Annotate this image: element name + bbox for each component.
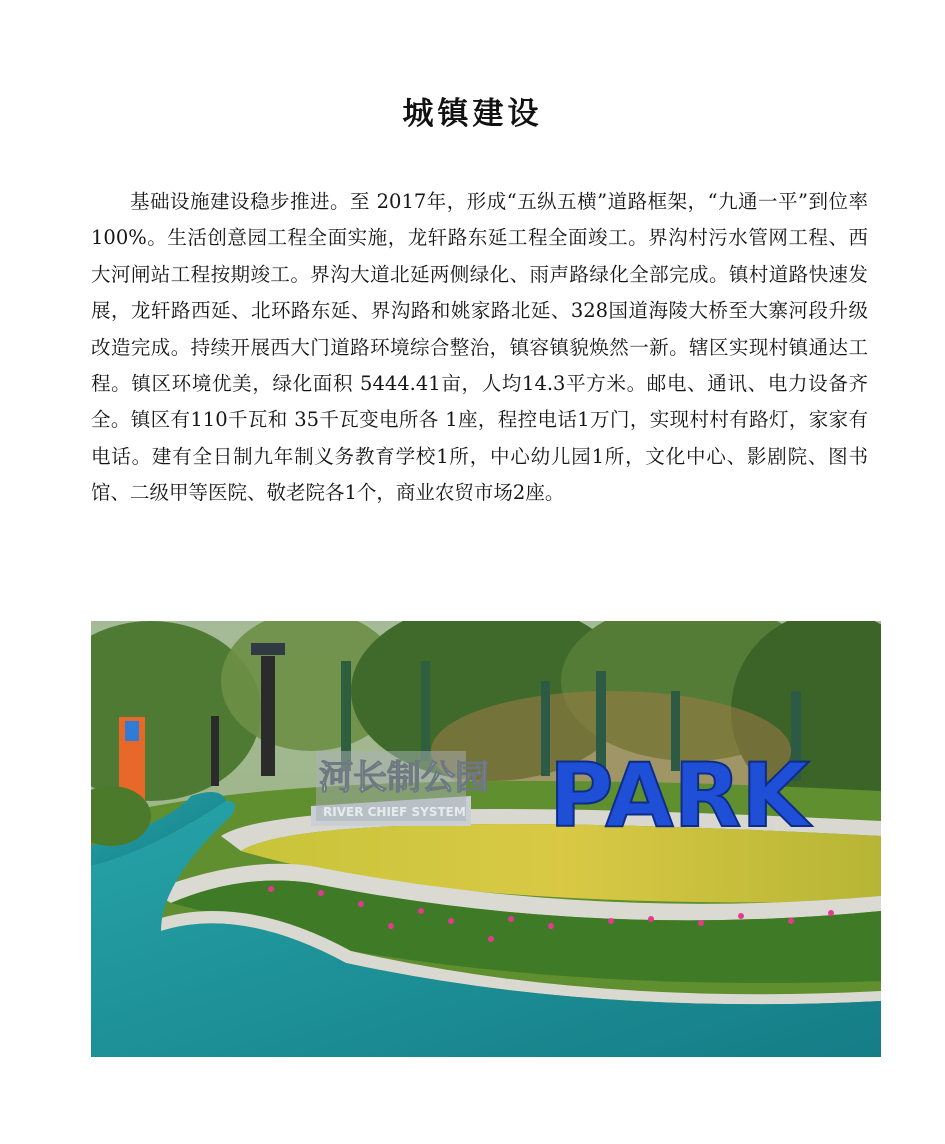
park-sign-english: RIVER CHIEF SYSTEM bbox=[323, 805, 466, 819]
page-title: 城镇建设 bbox=[402, 96, 543, 132]
park-sign-chinese: 河长制公园 bbox=[319, 758, 489, 798]
body-paragraph: 基础设施建设稳步推进。至 2017年，形成“五纵五横”道路框架，“九通一平”到位率 100%。生活创意园工程全面实施，龙轩路东延工程全面竣工。界沟村污水管网工程、西大河闸站工程按期竣工。界沟大道北延两侧绿化、雨声路绿化全部完成。镇村道路快速发展，龙轩路西延、北环路东延、界沟路和姚家路北延、328国道海陵大桥至大寨河段升级改造完成。持续开展西大门道路环境综合整治，镇容镇貌焕然一新。辖区实现村镇通达工程。镇区环境优美，绿化面积 5444.41亩，人均14.3平方米。邮电、通讯、电力设备齐全。镇区有110千瓦和 35千瓦变电所各 1座，程控电话1万门，实现村村有路灯，家家有电话。建有全日制九年制义务教育学校1所，中心幼儿园1所，文化中心、影剧院、图书馆、二级甲等医院、敬老院各1个，商业农贸市场2座。 bbox=[91, 190, 868, 505]
park-photo bbox=[91, 621, 881, 1057]
park-letters: PARK bbox=[549, 744, 810, 847]
